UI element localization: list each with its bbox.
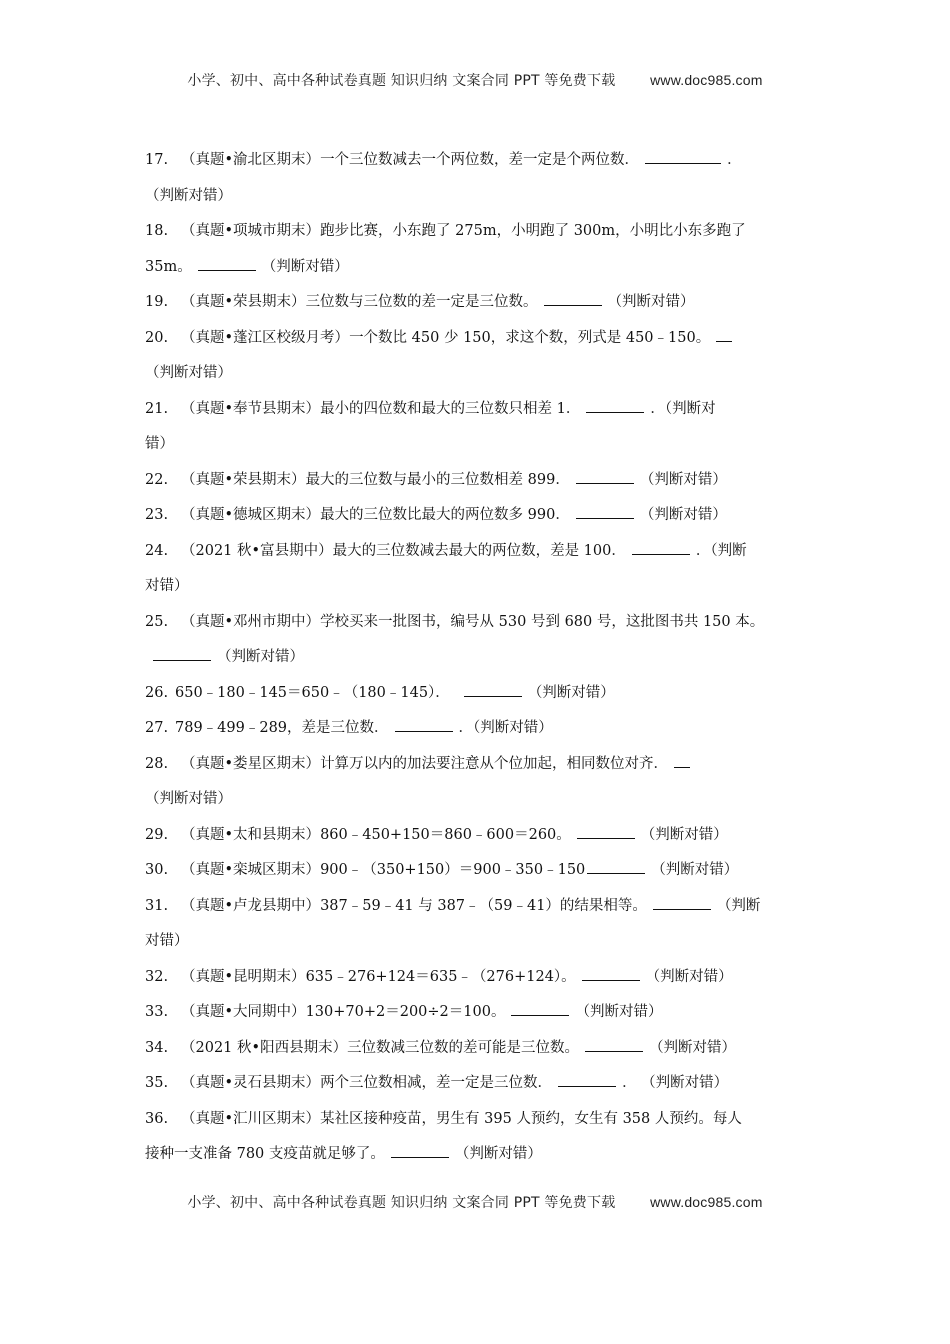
question-source: （真题•奉节县期末） [181,400,321,417]
question-number: 29. [145,826,169,843]
question-number: 25. [145,613,169,630]
question-text: 一个数比 450 少 150，求这个数，列式是 450﹣150。 [349,329,711,346]
judge-label: ． （判断对错） [622,1075,729,1091]
question-25-cont [145,640,825,676]
question-34 [145,1031,825,1067]
question-35 [145,1066,825,1102]
question-32 [145,960,825,996]
question-text: 两个三位数相减，差一定是三位数． [320,1075,553,1091]
question-source: （真题•昆明期末） [181,968,306,985]
answer-blank[interactable] [464,682,522,697]
question-text: 三位数与三位数的差一定是三位数。 [305,294,538,310]
judge-label: （判断对错） [145,187,232,204]
question-source: （真题•荣县期末） [181,471,306,488]
question-text: 跑步比赛，小东跑了 275m，小明跑了 300m，小明比小东多跑了 [320,223,746,239]
question-number: 23. [145,507,169,523]
question-29 [145,818,825,854]
answer-blank[interactable] [645,149,721,164]
question-number: 35. [145,1075,169,1091]
question-text: 最小的四位数和最大的三位数只相差 1． [320,400,581,417]
judge-label: （判断对错） [649,1039,737,1056]
question-number: 26. [145,684,169,701]
question-number: 33. [145,1004,169,1020]
question-source: （真题•蓬江区校级月考） [181,329,350,346]
question-25 [145,605,825,641]
question-text: 学校买来一批图书，编号从 530 号到 680 号，这批图书共 150 本。 [320,613,765,630]
question-19 [145,285,825,321]
judge-label-cont: 错） [145,436,174,452]
question-text: 三位数减三位数的差可能是三位数。 [347,1039,580,1056]
header-banner-text: 小学、初中、高中各种试卷真题 知识归纳 文案合同 PPT 等免费下载 [187,73,616,89]
question-text: 387﹣59﹣41 与 387﹣（59﹣41）的结果相等。 [320,897,647,914]
question-33 [145,995,825,1031]
question-36 [145,1102,825,1138]
question-text: 635﹣276+124＝635﹣（276+124）。 [305,968,576,985]
question-number: 34. [145,1039,169,1056]
question-text: 650﹣180﹣145＝650﹣（180﹣145）． [175,684,450,701]
footer-site-link[interactable]: www.doc985.com [650,1194,763,1210]
question-source: （真题•灵石县期末） [181,1075,321,1091]
question-21-cont [145,427,825,463]
answer-blank[interactable] [544,291,602,306]
answer-blank[interactable] [632,540,690,555]
judge-label: ．（判断对 [650,400,716,417]
answer-blank[interactable] [586,398,644,413]
question-source: （2021 秋•阳西县期末） [181,1039,348,1056]
judge-label: （判断对错） [261,258,349,275]
answer-blank[interactable] [674,753,690,768]
question-number: 17. [145,152,169,168]
question-text: 789﹣499﹣289，差是三位数． [175,720,389,736]
question-20-cont [145,356,825,392]
question-source: （2021 秋•富县期中） [181,542,333,559]
question-31 [145,889,825,925]
question-source: （真题•大同期中） [181,1004,306,1020]
judge-label: （判断 [716,897,761,914]
question-27 [145,711,825,747]
question-number: 32. [145,968,169,985]
judge-label: （判断对错） [454,1146,542,1162]
question-source: （真题•汇川区期末） [181,1110,321,1127]
header-site-link[interactable]: www.doc985.com [650,72,763,88]
question-source: （真题•项城市期末） [181,223,321,239]
judge-label-cont: 对错） [145,933,189,949]
judge-label: （判断对错） [575,1004,663,1020]
question-28 [145,747,825,783]
question-number: 19. [145,294,169,310]
question-28-cont [145,782,825,818]
question-source: （真题•德城区期末） [181,507,321,523]
question-source: （真题•栾城区期末） [181,862,321,878]
question-text: 最大的三位数比最大的两位数多 990． [320,507,570,523]
question-text: 最大的三位数与最小的三位数相差 899． [305,471,570,488]
question-number: 22. [145,471,169,488]
answer-blank[interactable] [587,859,645,874]
question-24-cont [145,569,825,605]
question-source: （真题•娄星区期末） [181,755,321,772]
footer-banner-text: 小学、初中、高中各种试卷真题 知识归纳 文案合同 PPT 等免费下载 [187,1195,616,1211]
question-36-cont [145,1137,825,1173]
question-text: 860﹣450+150＝860﹣600＝260。 [320,826,571,843]
answer-blank[interactable] [585,1037,643,1052]
judge-label-cont: 对错） [145,578,189,594]
answer-blank[interactable] [653,895,711,910]
judge-label: （判断对错） [639,471,727,488]
footer-banner [0,1192,950,1212]
answer-blank[interactable] [716,327,732,342]
question-number: 28. [145,755,169,772]
question-source: （真题•渝北区期末） [181,152,321,168]
judge-label: （判断对错） [217,649,304,665]
answer-blank[interactable] [198,256,256,271]
judge-label: （判断对错） [607,294,695,310]
judge-label: （判断对错） [645,968,733,985]
question-18-cont [145,250,825,286]
question-30 [145,853,825,889]
question-number: 31. [145,897,169,914]
question-tail: ． [727,152,742,168]
header-banner [0,70,950,90]
question-text: 最大的三位数减去最大的两位数，差是 100． [332,542,626,559]
question-23 [145,498,825,534]
answer-blank[interactable] [582,966,640,981]
question-text: 900﹣（350+150）＝900﹣350﹣150 [320,862,586,878]
question-20 [145,321,825,357]
judge-label: （判断对错） [639,507,727,523]
question-17 [145,143,825,179]
question-number: 21. [145,400,169,417]
question-text: 某社区接种疫苗，男生有 395 人预约，女生有 358 人预约。每人 [320,1110,742,1127]
question-number: 24. [145,542,169,559]
question-21 [145,392,825,428]
judge-label: （判断对错） [640,826,728,843]
answer-blank[interactable] [577,824,635,839]
question-18 [145,214,825,250]
question-source: （真题•荣县期末） [181,294,306,310]
question-22 [145,463,825,499]
answer-blank[interactable] [511,1001,569,1016]
judge-label: ．（判断对错） [458,720,553,736]
judge-label: ．（判断 [695,542,747,559]
question-number: 20. [145,329,169,346]
question-source: （真题•卢龙县期中） [181,897,321,914]
question-31-cont [145,924,825,960]
answer-blank[interactable] [395,717,453,732]
question-text-cont: 接种一支准备 780 支疫苗就足够了。 [145,1146,385,1162]
question-number: 36. [145,1110,169,1127]
judge-label: （判断对错） [527,684,615,701]
question-source: （真题•太和县期末） [181,826,321,843]
question-26 [145,676,825,712]
judge-label: （判断对错） [651,862,739,878]
question-number: 27. [145,720,169,736]
question-number: 18. [145,223,169,239]
answer-blank[interactable] [391,1143,449,1158]
answer-blank[interactable] [558,1072,616,1087]
judge-label: （判断对错） [145,365,232,381]
question-24 [145,534,825,570]
question-text: 130+70+2＝200÷2＝100。 [305,1004,506,1020]
answer-blank[interactable] [576,469,634,484]
question-text: 计算万以内的加法要注意从个位加起，相同数位对齐． [320,755,669,772]
question-text: 一个三位数减去一个两位数，差一定是个两位数． [320,152,640,168]
answer-blank[interactable] [576,504,634,519]
question-text-cont: 35m。 [145,258,192,275]
judge-label: （判断对错） [145,791,232,807]
question-source: （真题•邓州市期中） [181,613,321,630]
answer-blank[interactable] [153,646,211,661]
question-list [145,143,825,1173]
question-17-cont [145,179,825,215]
question-number: 30. [145,862,169,878]
